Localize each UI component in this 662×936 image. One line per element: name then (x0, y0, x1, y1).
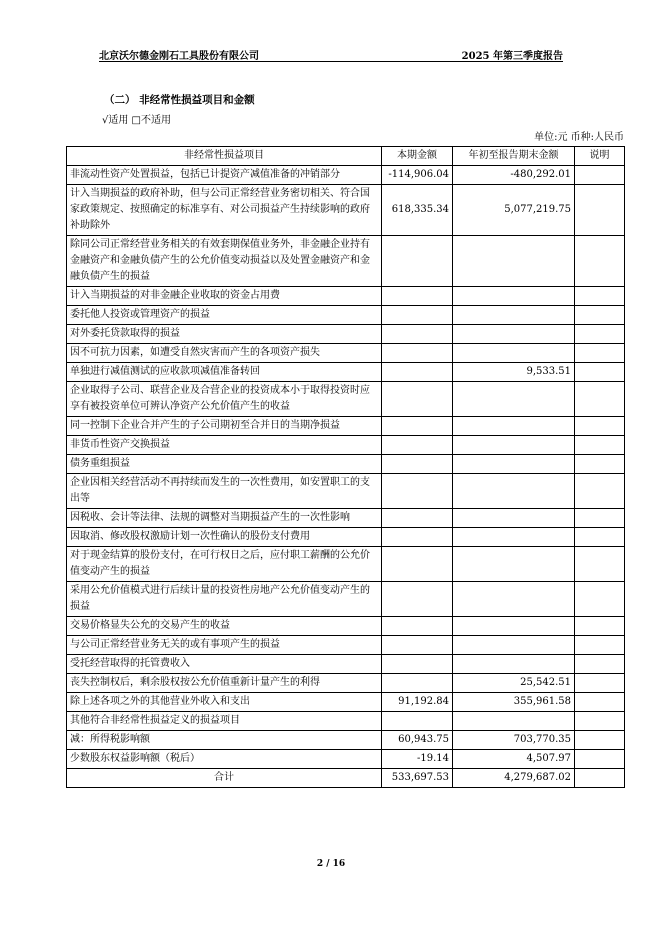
row-item-label: 单独进行减值测试的应收款项减值准备转回 (67, 363, 382, 382)
table-row (67, 166, 625, 185)
row-current-amount (382, 306, 453, 325)
row-note (575, 655, 625, 674)
row-current-amount (382, 655, 453, 674)
row-ytd-amount (453, 455, 575, 474)
row-item-label: 同一控制下企业合并产生的子公司期初至合并日的当期净损益 (67, 417, 382, 436)
row-note (575, 731, 625, 750)
row-item-label: 与公司正常经营业务无关的或有事项产生的损益 (67, 636, 382, 655)
row-item-label: 对外委托贷款取得的损益 (67, 325, 382, 344)
table-row (67, 185, 625, 236)
row-item-label: 对于现金结算的股份支付，在可行权日之后，应付职工薪酬的公允价值变动产生的损益 (67, 547, 382, 582)
row-current-amount (382, 287, 453, 306)
table-row (67, 455, 625, 474)
row-ytd-amount (453, 436, 575, 455)
table-row (67, 712, 625, 731)
row-note (575, 636, 625, 655)
row-note (575, 712, 625, 731)
row-current-amount: 533,697.53 (382, 769, 453, 788)
row-ytd-amount (453, 287, 575, 306)
table-row (67, 617, 625, 636)
row-note (575, 582, 625, 617)
row-item-label: 受托经营取得的托管费收入 (67, 655, 382, 674)
row-note (575, 474, 625, 509)
row-item-label: 计入当期损益的政府补助，但与公司正常经营业务密切相关、符合国家政策规定、按照确定的标准享有、对公司损益产生持续影响的政府补助除外 (67, 185, 382, 236)
column-header-ytd: 年初至报告期末金额 (453, 147, 575, 166)
row-ytd-amount (453, 382, 575, 417)
column-header-note: 说明 (575, 147, 625, 166)
row-note (575, 547, 625, 582)
row-current-amount (382, 674, 453, 693)
table-row (67, 547, 625, 582)
row-note (575, 769, 625, 788)
table-row (67, 436, 625, 455)
table-row (67, 769, 625, 788)
row-note (575, 325, 625, 344)
row-item-label: 因不可抗力因素，如遭受自然灾害而产生的各项资产损失 (67, 344, 382, 363)
row-item-label: 少数股东权益影响额（税后） (67, 750, 382, 769)
row-current-amount (382, 455, 453, 474)
row-current-amount (382, 712, 453, 731)
row-ytd-amount: 5,077,219.75 (453, 185, 575, 236)
row-note (575, 287, 625, 306)
row-item-label: 合计 (67, 769, 382, 788)
row-item-label: 除上述各项之外的其他营业外收入和支出 (67, 693, 382, 712)
table-row (67, 582, 625, 617)
row-ytd-amount (453, 655, 575, 674)
applicable-checkbox-text: √适用 □不适用 (102, 115, 171, 126)
row-ytd-amount: -480,292.01 (453, 166, 575, 185)
row-ytd-amount: 25,542.51 (453, 674, 575, 693)
table-row (67, 474, 625, 509)
row-current-amount (382, 617, 453, 636)
row-current-amount (382, 474, 453, 509)
row-current-amount: -19.14 (382, 750, 453, 769)
row-note (575, 674, 625, 693)
row-ytd-amount (453, 547, 575, 582)
row-note (575, 382, 625, 417)
row-current-amount (382, 509, 453, 528)
row-current-amount (382, 547, 453, 582)
row-item-label: 计入当期损益的对非金融企业收取的资金占用费 (67, 287, 382, 306)
row-ytd-amount (453, 509, 575, 528)
row-ytd-amount (453, 417, 575, 436)
row-note (575, 417, 625, 436)
table-row (67, 750, 625, 769)
column-header-item: 非经常性损益项目 (67, 147, 382, 166)
table-row (67, 382, 625, 417)
table-row (67, 693, 625, 712)
row-ytd-amount (453, 306, 575, 325)
row-item-label: 非流动性资产处置损益，包括已计提资产减值准备的冲销部分 (67, 166, 382, 185)
table-row (67, 236, 625, 287)
row-current-amount: 91,192.84 (382, 693, 453, 712)
row-ytd-amount (453, 636, 575, 655)
table-header-row (67, 147, 625, 166)
row-current-amount (382, 528, 453, 547)
row-item-label: 债务重组损益 (67, 455, 382, 474)
row-item-label: 委托他人投资或管理资产的损益 (67, 306, 382, 325)
row-item-label: 交易价格显失公允的交易产生的收益 (67, 617, 382, 636)
page-number: 2 / 16 (316, 859, 346, 869)
row-item-label: 减：所得税影响额 (67, 731, 382, 750)
row-ytd-amount (453, 712, 575, 731)
row-current-amount (382, 363, 453, 382)
row-note (575, 693, 625, 712)
non-recurring-gains-table (66, 146, 625, 788)
company-name: 北京沃尔德金刚石工具股份有限公司 (99, 51, 259, 62)
row-item-label: 非货币性资产交换损益 (67, 436, 382, 455)
unit-currency-note: 单位:元 币种:人民币 (534, 132, 624, 143)
row-item-label: 因税收、会计等法律、法规的调整对当期损益产生的一次性影响 (67, 509, 382, 528)
row-current-amount (382, 325, 453, 344)
table-row (67, 417, 625, 436)
row-note (575, 528, 625, 547)
column-header-current: 本期金额 (382, 147, 453, 166)
row-ytd-amount: 703,770.35 (453, 731, 575, 750)
row-note (575, 750, 625, 769)
table-row (67, 655, 625, 674)
row-current-amount: 618,335.34 (382, 185, 453, 236)
table-row (67, 287, 625, 306)
row-current-amount: -114,906.04 (382, 166, 453, 185)
row-current-amount: 60,943.75 (382, 731, 453, 750)
row-ytd-amount (453, 344, 575, 363)
table-row (67, 528, 625, 547)
row-ytd-amount (453, 617, 575, 636)
row-note (575, 509, 625, 528)
row-ytd-amount: 355,961.58 (453, 693, 575, 712)
row-current-amount (382, 344, 453, 363)
row-item-label: 企业取得子公司、联营企业及合营企业的投资成本小于取得投资时应享有被投资单位可辨认净资产公允价值产生的收益 (67, 382, 382, 417)
row-note (575, 166, 625, 185)
row-item-label: 其他符合非经常性损益定义的损益项目 (67, 712, 382, 731)
row-item-label: 采用公允价值模式进行后续计量的投资性房地产公允价值变动产生的损益 (67, 582, 382, 617)
report-title: 2025 年第三季度报告 (461, 51, 563, 62)
table-row (67, 674, 625, 693)
table-row (67, 325, 625, 344)
table-row (67, 363, 625, 382)
table-row (67, 344, 625, 363)
row-ytd-amount (453, 474, 575, 509)
row-ytd-amount (453, 528, 575, 547)
row-item-label: 因取消、修改股权激励计划一次性确认的股份支付费用 (67, 528, 382, 547)
page-header (99, 47, 563, 62)
row-item-label: 企业因相关经营活动不再持续而发生的一次性费用，如安置职工的支出等 (67, 474, 382, 509)
row-note (575, 363, 625, 382)
row-current-amount (382, 636, 453, 655)
row-current-amount (382, 436, 453, 455)
row-ytd-amount: 9,533.51 (453, 363, 575, 382)
row-note (575, 455, 625, 474)
row-note (575, 617, 625, 636)
row-ytd-amount: 4,507.97 (453, 750, 575, 769)
row-current-amount (382, 582, 453, 617)
table-row (67, 731, 625, 750)
table-row (67, 306, 625, 325)
row-current-amount (382, 382, 453, 417)
row-item-label: 除同公司正常经营业务相关的有效套期保值业务外，非金融企业持有金融资产和金融负债产生的公允价值变动损益以及处置金融资产和金融负债产生的损益 (67, 236, 382, 287)
row-note (575, 185, 625, 236)
row-ytd-amount (453, 325, 575, 344)
row-item-label: 丧失控制权后，剩余股权按公允价值重新计量产生的利得 (67, 674, 382, 693)
table-row (67, 636, 625, 655)
row-ytd-amount: 4,279,687.02 (453, 769, 575, 788)
table-row (67, 509, 625, 528)
row-ytd-amount (453, 236, 575, 287)
row-note (575, 306, 625, 325)
row-note (575, 236, 625, 287)
section-title: （二） 非经常性损益项目和金额 (104, 94, 255, 106)
row-current-amount (382, 417, 453, 436)
row-note (575, 344, 625, 363)
row-note (575, 436, 625, 455)
row-current-amount (382, 236, 453, 287)
row-ytd-amount (453, 582, 575, 617)
